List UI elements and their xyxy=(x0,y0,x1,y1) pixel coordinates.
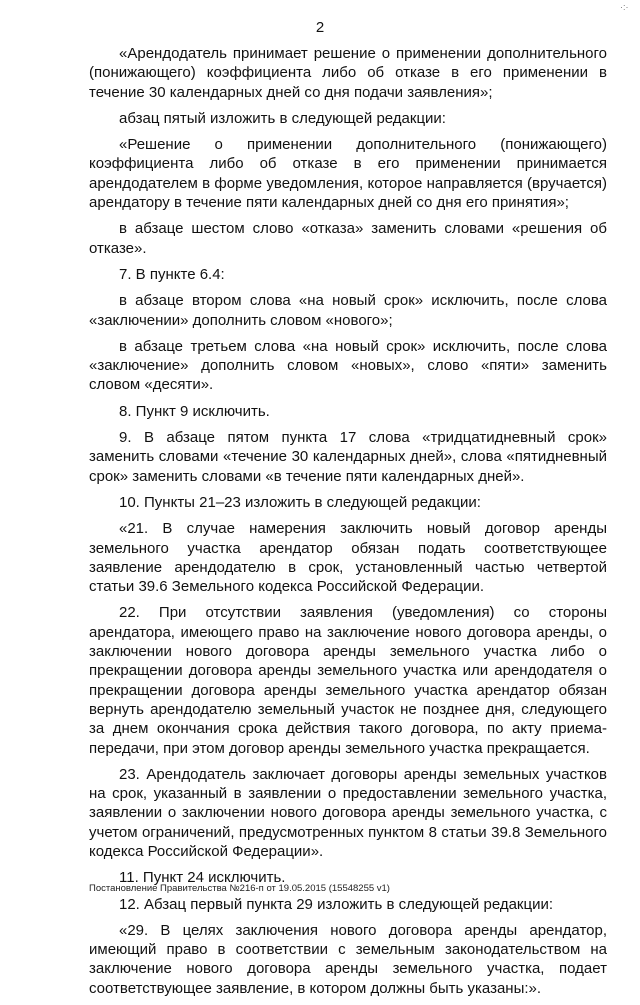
paragraph: 12. Абзац первый пункта 29 изложить в следующей редакции: xyxy=(119,895,554,913)
paragraph: в абзаце третьем слова «на новый срок» исключить, после слова «заключение» дополнить словом «новых», слово «пяти» заменить словом «десяти». xyxy=(89,337,607,394)
paragraph: «21. В случае намерения заключить новый договор аренды земельного участка арендатор обязан подать соответствующее заявление арендодателю в срок, установленный частью четвертой статьи 39.6 Земельного кодекса Российской Федерации. xyxy=(89,520,607,596)
paragraph: в абзаце шестом слово «отказа» заменить словами «решения об отказе». xyxy=(89,220,607,257)
paragraph: «29. В целях заключения нового договора аренды арендатор, имеющий право в соответствии с земельным законодательством на заключение нового договора аренды земельного участка, подает соответствующее заявление, в котором должны быть указаны:». xyxy=(89,921,607,997)
corner-scan-mark: ·:· xyxy=(620,2,629,12)
paragraph: 23. Арендодатель заключает договоры аренды земельных участков на срок, указанный в заявлении о предоставлении земельного участка, заявлении о заключении нового договора аренды земельного участка, с учетом ограничений, предусмотренных пунктом 8 статьи 39.8 Земельного кодекса Российской Федерации». xyxy=(89,765,607,860)
document-body xyxy=(89,44,607,1005)
paragraph: «Решение о применении дополнительного (понижающего) коэффициента либо об отказе в его применении принимается арендодателем в форме уведомления, которое направляется (вручается) арендатору в течение пяти календарных дней со дня его принятия»; xyxy=(89,136,607,212)
paragraph: в абзаце втором слова «на новый срок» исключить, после слова «заключении» дополнить словом «нового»; xyxy=(89,292,607,329)
paragraph: 8. Пункт 9 исключить. xyxy=(119,402,270,420)
paragraph: 7. В пункте 6.4: xyxy=(119,265,225,283)
page-number: 2 xyxy=(315,19,325,36)
paragraph: 10. Пункты 21–23 изложить в следующей редакции: xyxy=(119,493,481,511)
paragraph: абзац пятый изложить в следующей редакции: xyxy=(119,109,446,127)
document-footer: Постановление Правительства №216-п от 19.05.2015 (15548255 v1) xyxy=(89,883,390,894)
paragraph: «Арендодатель принимает решение о применении дополнительного (понижающего) коэффициента либо об отказе в его применении в течение 30 календарных дней со дня подачи заявления»; xyxy=(89,45,607,101)
paragraph: 9. В абзаце пятом пункта 17 слова «тридцатидневный срок» заменить словами «течение 30 календарных дней», слова «пятидневный срок» заменить словами «в течение пяти календарных дней». xyxy=(89,429,607,485)
paragraph: 22. При отсутствии заявления (уведомления) со стороны арендатора, имеющего право на заключение нового договора аренды, о заключении нового договора аренды земельного участка либо о прекращении договора аренды земельного участка или арендодателя о прекращении договора аренды земельного участка арендатор обязан вернуть арендодателю земельный участок не позднее дня, следующего за днем окончания срока действия такого договора, по акту приема-передачи, при этом договор аренды земельного участка прекращается. xyxy=(89,604,607,757)
paragraph: 11. Пункт 24 исключить. xyxy=(119,869,286,887)
